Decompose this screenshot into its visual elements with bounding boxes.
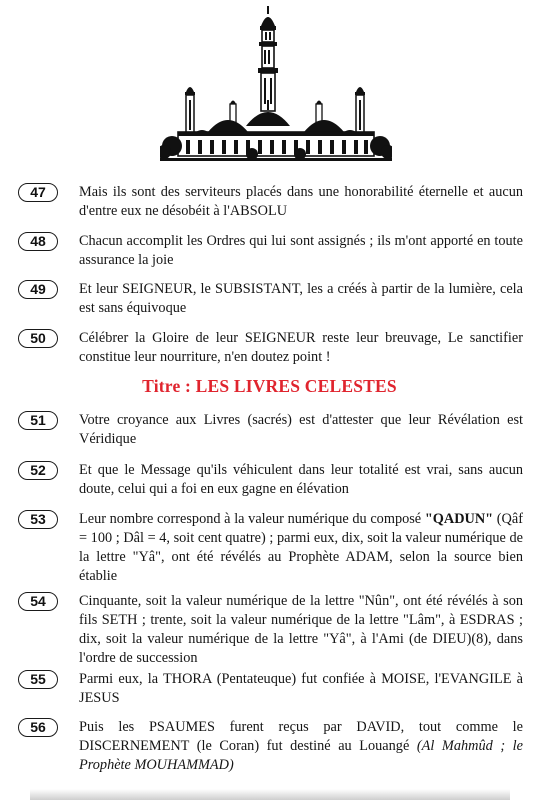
verse-text-part: (Qâf = 100 ; Dâl = 4, soit cent quatre) ; parmi eux, dix, soit la valeur numérique de la lettre "Yâ", ont été révélés au Prophète ADAM, selon la source bien établie	[79, 511, 523, 584]
verse-text: Et que le Message qu'ils véhiculent dans leur totalité est vrai, sans aucun doute, celui qui a foi en eux gagne en élévation	[79, 462, 523, 497]
verse-number-badge: 54	[18, 592, 58, 611]
verse-number-badge: 47	[18, 183, 58, 202]
verse-text	[79, 510, 523, 586]
verse-number-badge: 51	[18, 411, 58, 430]
verse-text-italic: (Al Mahmûd ; le Prophète MOUHAMMAD)	[79, 738, 523, 773]
verse-text-bold: "QADUN"	[424, 511, 494, 527]
verse-number-badge: 52	[18, 461, 58, 480]
verse-text: Parmi eux, la THORA (Pentateuque) fut confiée à MOISE, l'EVANGILE à JESUS	[79, 671, 523, 706]
verse-text: Et leur SEIGNEUR, le SUBSISTANT, les a créés à partir de la lumière, cela est sans équivoque	[79, 281, 523, 316]
verse-text: Chacun accomplit les Ordres qui lui sont assignés ; ils m'ont apporté en toute assurance la joie	[79, 233, 523, 268]
verse-text: Mais ils sont des serviteurs placés dans une honorabilité éternelle et aucun d'entre eux ne désobéit à l'ABSOLU	[79, 184, 523, 219]
bottom-page-bleed	[30, 789, 510, 800]
verse-text-part: Leur nombre correspond à la valeur numérique du composé	[79, 511, 425, 527]
verse-number-badge: 50	[18, 329, 58, 348]
verse-text: Célébrer la Gloire de leur SEIGNEUR reste leur breuvage, Le sanctifier constitue leur nourriture, n'en doutez point !	[79, 330, 523, 365]
verse-number-badge: 53	[18, 510, 58, 529]
verse-text-part: Puis les PSAUMES furent reçus par DAVID, tout comme le DISCERNEMENT (le Coran) fut destiné au Louangé	[79, 719, 523, 754]
verse-text	[79, 718, 523, 775]
mosque-illustration	[160, 0, 392, 168]
verse-number-badge: 48	[18, 232, 58, 251]
verse-number-badge: 55	[18, 670, 58, 689]
verse-text: Votre croyance aux Livres (sacrés) est d'attester que leur Révélation est Véridique	[79, 412, 523, 447]
verse-text: Cinquante, soit la valeur numérique de la lettre "Nûn", ont été révélés à son fils SETH ; trente, soit la valeur numérique de la lettre "Lâm", à ESDRAS ; dix, soit la valeur numérique de la lettre "Yâ", à l'Ami (de DIEU)(8), dans l'ordre de succession	[79, 593, 523, 666]
verse-number-badge: 56	[18, 718, 58, 737]
verse-number-badge: 49	[18, 280, 58, 299]
section-title: Titre : LES LIVRES CELESTES	[142, 376, 397, 396]
